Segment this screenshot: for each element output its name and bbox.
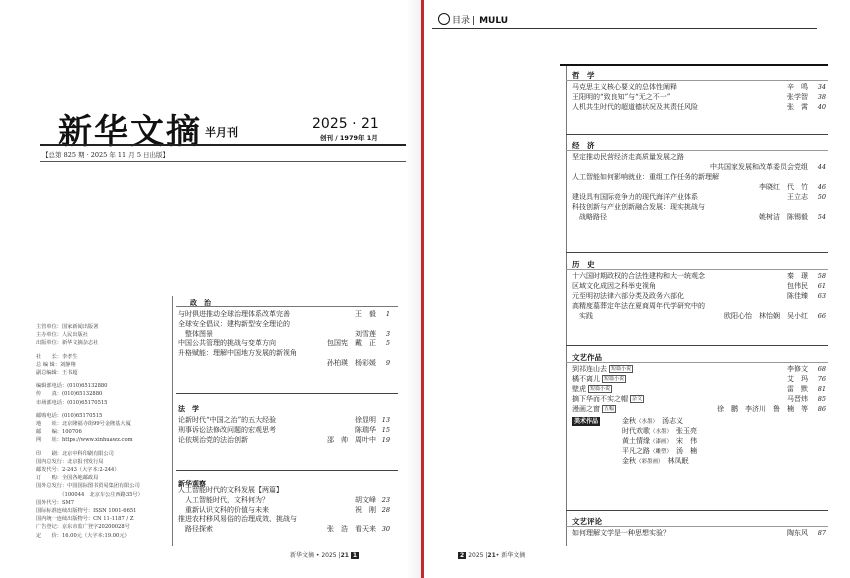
footer-issue: 21 [340, 552, 349, 559]
toc-entry[interactable] [572, 292, 826, 301]
art-work-entry[interactable] [622, 437, 697, 447]
publication-info-line: 总 编 辑：刘静翔 [36, 361, 76, 368]
toc-entry[interactable] [572, 282, 826, 291]
entry-page: 50 [817, 193, 826, 201]
entry-author: 包国宪 戴 正 [327, 339, 376, 348]
entry-page: 30 [381, 525, 390, 534]
entry-page: 34 [817, 83, 826, 91]
header-rule [40, 144, 406, 146]
entry-page: 5 [385, 339, 390, 348]
section-rule [566, 134, 828, 135]
art-medium: （彩墨画） [636, 459, 664, 465]
publication-info-line: 传 真：(010)65132880 [36, 391, 103, 398]
section-rule [176, 306, 398, 307]
issue-number: 2025 · 21 [312, 116, 379, 132]
toc-top-rule [560, 64, 828, 66]
entry-page: 76 [817, 375, 826, 383]
entry-title: 高精度墓葬定年法在夏商周年代学研究中的 [572, 302, 705, 310]
publication-info-line: 出版单位：新华文摘杂志社 [36, 340, 99, 347]
right-page-footer [458, 550, 525, 559]
entry-author: 李修文 [787, 365, 808, 373]
toc-entry[interactable] [572, 213, 826, 222]
toc-entry[interactable] [178, 435, 390, 445]
entry-author: 王 毅 [355, 310, 376, 318]
art-work-entry[interactable] [622, 447, 697, 457]
art-works-label: 美术作品 [574, 418, 599, 425]
page-gutter-shadow [406, 0, 421, 578]
art-title: 平凡之路 [622, 447, 650, 455]
publication-info-line: （100044 北京车公庄西路35号） [36, 491, 143, 498]
entry-title: 重新认识文科的价值与未来 [178, 505, 269, 514]
entry-page: 1 [385, 310, 390, 318]
entry-author: 姚树洁 陈锡毅 [759, 213, 808, 221]
section-title: 文艺评论 [572, 517, 602, 526]
header-rule [432, 28, 817, 29]
entry-title: 人工智能时代，文科何为？ [178, 495, 269, 504]
entry-title: 建设具有国际竞争力的现代海洋产业体系 [572, 193, 698, 201]
entry-page: 58 [817, 272, 826, 280]
toc-entry[interactable] [572, 173, 808, 182]
entry-page: 15 [381, 425, 390, 434]
toc-entry[interactable] [178, 349, 376, 358]
seal-icon [438, 13, 450, 25]
entry-page: 81 [817, 385, 826, 393]
art-title: 金秋 [622, 417, 636, 425]
entry-author: 胡文峰 [355, 495, 376, 504]
entry-page: 66 [817, 312, 826, 320]
entry-title: 摘下华而不实之帽 [572, 395, 628, 403]
entry-page: 85 [817, 395, 826, 403]
toc-entry[interactable] [572, 312, 826, 321]
entry-page: 19 [381, 435, 390, 444]
entry-author: 陶东风 [787, 529, 808, 537]
publication-info-line: 社 长：李孝生 [36, 353, 78, 360]
entry-title: 如何理解文学是一种思想实验？ [572, 529, 670, 537]
publication-info-line: 国内统一连续出版物号：CN 11-1187 / Z [36, 516, 134, 523]
entry-title: 论新时代“中国之治”的五大经验 [178, 416, 277, 424]
publication-info [36, 323, 171, 540]
entry-tag: 杂文 [632, 396, 643, 402]
entry-title: 漫画之窗 [572, 405, 600, 413]
art-author: 林凤眠 [667, 457, 689, 465]
toc-entry[interactable] [178, 525, 390, 534]
publication-info-line: 国外总发行：中国国际图书贸易集团有限公司 [36, 483, 140, 490]
toc-entry[interactable] [178, 339, 390, 348]
art-title: 金秋 [622, 457, 636, 465]
toc-entry[interactable] [572, 153, 808, 162]
footer-issue: 21 [487, 552, 496, 559]
footer-page-number: 2 [460, 552, 465, 559]
toc-entry[interactable] [572, 193, 826, 202]
magazine-subtitle: 半月刊 [205, 126, 238, 139]
section-title: 文艺作品 [572, 353, 602, 362]
entry-title: 壁虎 [572, 385, 586, 393]
entry-title: 到祁连山去 [572, 365, 607, 373]
publication-info-line: 邮 编：100706 [36, 429, 82, 436]
entry-author: 包伟民 [787, 282, 808, 290]
entry-tag: 五幅 [604, 406, 615, 412]
toc-entry[interactable] [178, 505, 390, 515]
entry-title: 马克思主义核心要义的总体性阐释 [572, 83, 677, 91]
art-author: 张玉亮 [676, 427, 698, 435]
publication-info-line: 网 址：https://www.xinhuawz.com [36, 437, 133, 444]
publication-info-line: 编辑部电话：(010)65132880 [36, 383, 108, 390]
toc-entry[interactable] [572, 83, 826, 92]
issue-line: 【总第 825 期 · 2025 年 11 月 5 日出版】 [42, 151, 170, 159]
toc-entry[interactable] [178, 416, 390, 425]
toc-entry[interactable] [572, 272, 826, 281]
entry-title: 人机共生时代的超道德状况及其责任风险 [572, 103, 698, 111]
art-title: 时代欢歌 [622, 427, 650, 435]
art-work-entry[interactable] [622, 457, 689, 467]
entry-author: 李晓红 代 竹 [759, 183, 808, 191]
entry-title: 元至明初法律六部分类及政务六部化 [572, 292, 684, 300]
entry-page: 54 [817, 213, 826, 221]
footer-text: 2025 | [468, 552, 488, 559]
footer-tail: • 新华文摘 [495, 552, 526, 559]
toc-entry[interactable] [178, 515, 376, 524]
publication-info-line: 订 购：全国各地邮政局 [36, 475, 99, 482]
section-rule [176, 470, 398, 471]
footer-page-number: 1 [352, 552, 358, 559]
entry-author: 陈瑞华 [355, 425, 376, 434]
entry-title: 橘不离儿 [572, 375, 600, 383]
entry-title: 整体图景 [178, 329, 213, 338]
entry-tag: 短篇小说 [604, 376, 625, 382]
entry-tag: 短篇小说 [611, 366, 632, 372]
publication-info-line: 国外代号：SM7 [36, 499, 75, 506]
contents-label: 目录 [452, 16, 471, 26]
footer-text: 新华文摘 • 2025 | [290, 552, 341, 559]
publication-info-line: 印 刷：北京中科印刷有限公司 [36, 450, 114, 457]
toc-entry[interactable] [572, 529, 826, 538]
section-title-politics: 政 治 [190, 299, 211, 307]
toc-entry[interactable] [178, 310, 390, 319]
toc-entry[interactable] [572, 365, 826, 374]
publication-info-line: 地 址：北京隆福寺街99号金隆基大厦 [36, 421, 131, 428]
entry-author: 秦 璟 [787, 272, 808, 280]
entry-page: 40 [817, 103, 826, 111]
entry-author: 孙柏瑛 杨彩媛 [327, 359, 376, 367]
entry-page: 46 [817, 183, 826, 191]
art-work-entry[interactable] [622, 417, 683, 427]
entry-title: 全球安全倡议：建构新型安全理论的 [178, 319, 290, 328]
section-title-rule [566, 150, 828, 151]
publication-info-line: 国际标准连续出版物号：ISSN 1001-6651 [36, 508, 137, 515]
toc-entry[interactable] [572, 203, 808, 212]
publication-info-line: 广告登记：京东市监广登字20200028号 [36, 524, 130, 531]
entry-page: 44 [817, 163, 826, 171]
entry-author: 徐显明 [355, 416, 376, 424]
publication-info-line: 主管单位：国家新闻出版署 [36, 324, 99, 330]
publication-info-line: 副总编辑：王书超 [36, 370, 78, 377]
entry-title: 刑事诉讼法修改问题的宏观思考 [178, 425, 276, 434]
entry-page: 3 [385, 329, 390, 338]
publication-info-line: 邮购电话：(010)65170515 [36, 412, 103, 419]
toc-entry[interactable] [178, 486, 376, 495]
entry-title: 科技创新与产业创新融合发展：现实挑战与 [572, 203, 705, 211]
toc-entry[interactable] [572, 93, 826, 102]
spine-red [421, 0, 424, 578]
entry-page: 63 [817, 292, 826, 300]
entry-page: 23 [381, 495, 390, 504]
entry-title: 升格赋能：理解中国地方发展的新视角 [178, 349, 297, 358]
entry-title: 人工智能如何影响就业：重组工作任务的新理解 [572, 173, 719, 181]
entry-title: 路径探索 [178, 525, 213, 534]
entry-title: 战略路径 [572, 213, 607, 221]
entry-author: 张 霄 [787, 103, 808, 111]
section-title-observation: 新华观察 [178, 480, 206, 488]
entry-author: 欧阳心怡 林怡娴 吴小红 [724, 312, 808, 320]
art-author: 宋 伟 [676, 437, 698, 445]
entry-author: 张学智 [787, 93, 808, 101]
entry-author: 艾 玛 [787, 375, 808, 383]
entry-title: 中国公共管理的挑战与变革方向 [178, 339, 276, 348]
entry-page: 9 [385, 359, 390, 367]
toc-entry[interactable] [572, 385, 826, 394]
art-medium: （雕塑） [650, 449, 673, 455]
art-work-entry[interactable] [622, 427, 697, 437]
toc-entry[interactable] [178, 495, 390, 505]
entry-author: 祝 刚 [355, 505, 376, 514]
section-title-law: 法 学 [178, 405, 199, 413]
art-title: 黄土情缘 [622, 437, 650, 445]
section-rule [566, 345, 828, 346]
art-author: 汤志义 [662, 417, 684, 425]
entry-page: 68 [817, 365, 826, 373]
section-rule [176, 393, 398, 394]
entry-title: 十六国时期政权的合法性建构和大一统观念 [572, 272, 705, 280]
section-title-rule [566, 269, 828, 270]
entry-tag: 短篇小说 [590, 386, 611, 392]
entry-title: 与时俱进推动全球治理体系改革完善 [178, 310, 290, 318]
entry-author: 雷 默 [787, 385, 808, 393]
toc-entry[interactable] [178, 320, 376, 329]
entry-title: 实践 [572, 312, 593, 320]
contents-latin: MULU [479, 16, 509, 26]
entry-page: 13 [381, 416, 390, 424]
toc-entry[interactable] [572, 375, 826, 384]
section-title-rule [566, 362, 828, 363]
entry-page: 87 [817, 529, 826, 537]
section-title: 历 史 [572, 260, 595, 269]
entry-title: 王阳明的“致良知”与“无之不一” [572, 93, 671, 101]
toc-entry[interactable] [572, 405, 826, 414]
section-rule [566, 252, 828, 253]
entry-title: 坚定推动民营经济走高质量发展之路 [572, 153, 684, 161]
entry-author: 刘雪莲 [355, 329, 376, 338]
art-medium: （漆画） [650, 439, 673, 445]
entry-author: 王立志 [787, 193, 808, 201]
toc-entry[interactable] [572, 395, 826, 404]
entry-page: 28 [381, 505, 390, 514]
entry-title: 推进农村移风易俗的治理成效、挑战与 [178, 515, 297, 524]
publication-info-line: 主办单位：人民出版社 [36, 332, 88, 339]
entry-page: 86 [817, 405, 826, 413]
entry-author: 中共国家发展和改革委员会党组 [710, 163, 808, 171]
magazine-logo: 新华文摘 [58, 112, 202, 152]
column-divider [172, 296, 173, 546]
toc-left-rule [566, 66, 567, 546]
entry-page: 38 [817, 93, 826, 101]
entry-author: 陈佳臻 [787, 292, 808, 300]
left-page-footer [290, 550, 359, 559]
entry-author: 张 浩 看天来 [327, 525, 376, 534]
section-title: 哲 学 [572, 71, 595, 80]
entry-page: 61 [817, 282, 826, 290]
section-title-rule [566, 80, 828, 81]
publication-info-line: 市场部电话：(010)65170515 [36, 399, 108, 406]
entry-title: 论依规治党的法治创新 [178, 435, 248, 444]
entry-author: 徐 鹏 李济川 鲁 楠 等 [717, 405, 808, 413]
publication-info-line: 邮发代号：2-243（大字本:2-244） [36, 467, 120, 474]
section-rule [566, 510, 828, 511]
contents-header: 目录 | MULU [438, 13, 508, 26]
art-medium: （水墨） [636, 419, 659, 425]
toc-entry[interactable] [572, 302, 808, 311]
entry-author: 辛 鸣 [787, 83, 808, 91]
toc-entry[interactable] [178, 425, 390, 435]
section-title-rule [566, 526, 828, 527]
entry-author: 马晋炜 [787, 395, 808, 403]
founded-date: 创刊 / 1979年 1月 [320, 134, 378, 142]
art-author: 汤 楠 [676, 447, 698, 455]
entry-title: 区域文化成因之科举史视角 [572, 282, 656, 290]
toc-entry[interactable] [178, 329, 390, 339]
entry-author: 邵 帅 周叶中 [327, 435, 376, 444]
publication-info-line: 国内总发行：北京报刊发行局 [36, 458, 104, 465]
issue-rule [40, 161, 406, 162]
entry-title: 人工智能时代的文科发展【两篇】 [178, 486, 283, 494]
toc-entry[interactable] [572, 103, 826, 112]
publication-info-line: 定 价：16.00元（大字本:19.00元） [36, 532, 130, 539]
art-medium: （水墨） [650, 429, 673, 435]
section-title: 经 济 [572, 141, 595, 150]
